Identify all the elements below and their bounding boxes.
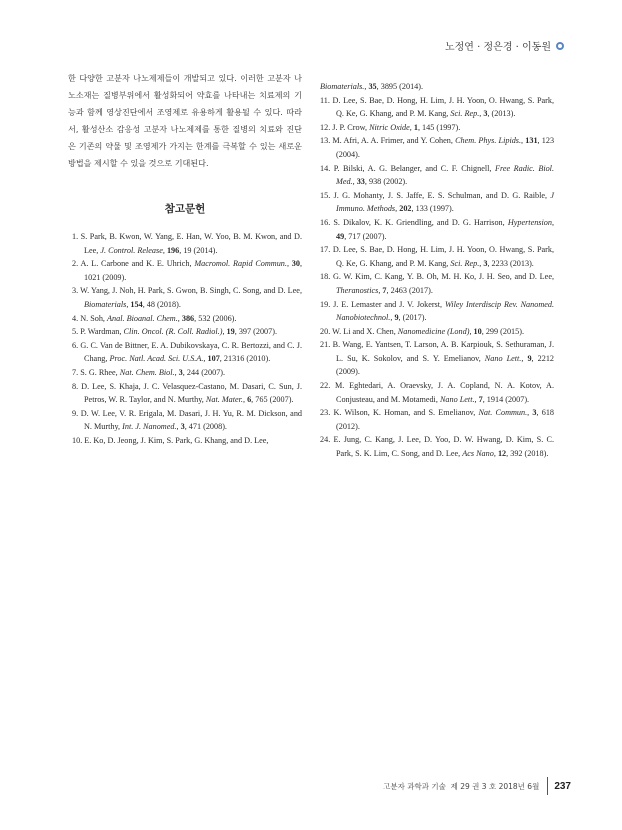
reference-journal: Theranostics [336, 285, 379, 295]
reference-item [318, 406, 554, 433]
reference-authors: J. E. Lemaster and J. V. Jokerst, [333, 299, 445, 309]
reference-volume: 10 [473, 326, 482, 336]
reference-journal: Proc. Natl. Acad. Sci. U.S.A. [109, 354, 204, 364]
reference-journal: Hypertension [507, 217, 552, 227]
reference-item [318, 338, 554, 379]
reference-item [318, 243, 554, 270]
reference-volume: 12 [497, 449, 507, 459]
reference-journal: Nitric Oxide [369, 122, 410, 132]
reference-journal: Nano Lett. [484, 353, 522, 363]
reference-separator: , [390, 313, 395, 323]
reference-volume: 202 [399, 204, 412, 214]
reference-item [318, 433, 554, 460]
reference-journal: Anal. Bioanal. Chem. [107, 313, 178, 323]
reference-separator: , [126, 299, 131, 309]
reference-pages-year: , 471 (2008). [184, 422, 227, 432]
reference-separator: , [527, 408, 533, 418]
reference-authors: S. Park, B. Kwon, W. Yang, E. Han, W. Yoo, B. M. Kwon, and D. Lee, [80, 232, 303, 255]
reference-journal: J. Control. Release [100, 245, 163, 255]
reference-item [318, 162, 554, 189]
reference-separator: , [474, 394, 479, 404]
reference-journal: J Immuno. Methods [336, 190, 555, 214]
reference-authors: M. Afri, A. A. Frimer, and Y. Cohen, [332, 136, 456, 146]
header-authors: 노정연 · 정은경 · 이동원 [444, 42, 551, 53]
reference-volume: 196 [166, 245, 180, 255]
reference-pages-year: , 1021 (2009). [84, 259, 303, 282]
reference-pages-year: , 1914 (2007). [482, 394, 530, 404]
reference-authors: S. G. Rhee, [80, 367, 120, 377]
reference-pages-year: , (2013). [487, 109, 516, 119]
reference-journal: Int. J. Nanomed. [122, 422, 177, 432]
reference-volume: 1 [413, 122, 418, 132]
reference-journal: Sci. Rep. [450, 109, 480, 119]
reference-number: 6. [72, 340, 79, 350]
reference-item [318, 121, 554, 135]
reference-number: 7. [72, 367, 79, 377]
reference-authors: J. G. Mohanty, J. S. Jaffe, E. S. Schulman, and D. G. Raible, [333, 190, 551, 200]
reference-volume: 107 [207, 354, 220, 364]
reference-item [68, 339, 302, 366]
reference-separator: , [203, 354, 208, 364]
reference-authors: D. W. Lee, V. R. Erigala, M. Dasari, J. H. Yu, R. M. Dickson, and N. Murthy, [80, 408, 303, 432]
reference-pages-year: , 48 (2018). [142, 299, 181, 309]
reference-journal: Clin. Oncol. (R. Coll. Radiol.) [123, 327, 223, 337]
reference-authors: J. P. Crow, [332, 122, 370, 132]
reference-authors: D. Lee, S. Khaja, J. C. Velasquez-Castano, M. Dasari, C. Sun, J. Petros, W. R. Taylor, and N. Murthy, [81, 381, 302, 405]
reference-separator: , [521, 136, 526, 146]
reference-pages-year: , 938 (2002). [364, 177, 408, 187]
reference-journal: Biomaterials [84, 299, 127, 309]
reference-volume: 9 [394, 313, 399, 323]
reference-number: 22. [320, 381, 331, 391]
reference-journal: Sci. Rep. [450, 258, 480, 268]
reference-pages-year: , (2017). [398, 313, 427, 323]
circle-bullet-icon [556, 42, 564, 50]
reference-pages-year: , 123 (2004). [336, 136, 555, 159]
reference-authors: E. Ko, D. Jeong, J. Kim, S. Park, G. Khang, and D. Lee, [84, 435, 269, 445]
reference-number: 17. [320, 245, 331, 255]
reference-item [318, 94, 554, 121]
reference-authors: W. Yang, J. Noh, H. Park, S. Gwon, B. Singh, C. Song, and D. Lee, [80, 286, 302, 296]
reference-authors: K. Wilson, K. Homan, and S. Emelianov, [333, 408, 479, 418]
reference-authors: D. Lee, S. Bae, D. Hong, H. Lim, J. H. Yoon, O. Hwang, S. Park, Q. Ke, G. Khang, and P. M. Kang, [332, 95, 555, 119]
reference-journal: Nat. Mater. [205, 395, 243, 405]
reference-item [68, 284, 302, 311]
reference-separator: , [469, 326, 474, 336]
page-number: 237 [554, 780, 571, 792]
reference-number: 9. [72, 408, 79, 418]
footer-divider [547, 777, 548, 795]
reference-authors: G. C. Van de Bittner, E. A. Dubikovskaya, C. R. Bertozzi, and C. J. Chang, [80, 340, 302, 364]
reference-volume: 3 [532, 408, 537, 418]
reference-item [68, 230, 302, 257]
reference-pages-year: , 19 (2014). [179, 245, 218, 255]
reference-authors: D. Lee, S. Bae, D. Hong, H. Lim, J. H. Yoon, O. Hwang, S. Park, Q. Ke, G. Khang, and P. M. Kang, [332, 245, 554, 268]
reference-pages-year: , 765 (2007). [251, 395, 294, 405]
reference-volume: 3 [483, 109, 488, 119]
reference-journal: Chem. Phys. Lipids. [455, 136, 522, 146]
reference-separator: , [364, 82, 369, 91]
reference-separator: , [162, 245, 167, 255]
reference-separator: , [352, 177, 357, 187]
reference-separator: , [551, 217, 554, 227]
reference-authors: P. Wardman, [80, 327, 124, 337]
reference-volume: 35 [368, 82, 377, 91]
reference-number: 18. [320, 272, 331, 282]
reference-separator: , [177, 313, 182, 323]
running-header [445, 38, 564, 53]
reference-number: 23. [320, 408, 331, 418]
reference-number: 19. [320, 299, 331, 309]
reference-item [318, 379, 554, 406]
reference-journal: Wiley Interdiscip Rev. Nanomed. Nanobiotechnol. [336, 299, 555, 323]
reference-pages-year: , 3895 (2014). [376, 82, 424, 91]
body-paragraph: 한 다양한 고분자 나노제제들이 개발되고 있다. 이러한 고분자 나노소재는 질병부위에서 활성화되어 약효를 나타내는 치료제의 기능과 함께 영상진단에서 조영제로 유용하게 활용될 수 있다. 따라서, 활성산소 감응성 고분자 나노제제를 통한 질병의 치료와 진단은 기존의 약물 및 조영제가 가지는 한계를 극복할 수 있는 새로운 방법을 제시할 수 있을 것으로 기대된다. [68, 73, 302, 168]
reference-pages-year: , 299 (2015). [481, 326, 525, 336]
reference-volume: 6 [247, 395, 252, 405]
references-list-right [318, 80, 554, 461]
reference-volume: 19 [226, 327, 235, 337]
reference-pages-year: , 21316 (2010). [219, 354, 271, 364]
reference-volume: 3 [483, 258, 488, 268]
reference-volume: 7 [382, 285, 387, 295]
reference-item [318, 298, 554, 325]
reference-number: 24. [320, 435, 331, 445]
reference-authors: M. Eghtedari, A. Oraevsky, J. A. Copland, N. A. Kotov, A. Conjusteau, and M. Motamedi, [335, 381, 555, 404]
reference-number: 3. [72, 286, 79, 296]
reference-separator: , [174, 367, 179, 377]
reference-item [68, 325, 302, 339]
reference-pages-year: , 133 (1997). [411, 204, 454, 214]
references-list-left [68, 230, 302, 448]
reference-authors: S. Dikalov, K. K. Griendling, and D. G. Harrison, [333, 217, 508, 227]
reference-separator: , [479, 258, 484, 268]
reference-volume: 3 [178, 367, 183, 377]
reference-item [68, 366, 302, 380]
reference-journal: Macromol. Rapid Commun. [194, 259, 287, 269]
reference-number: 21. [320, 340, 331, 350]
reference-item [68, 257, 302, 284]
reference-separator: , [176, 422, 181, 432]
reference-number: 5. [72, 327, 79, 337]
reference-number: 20. [320, 326, 331, 336]
page-footer [383, 777, 571, 795]
reference-item [318, 134, 554, 161]
reference-volume: 33 [356, 177, 365, 187]
reference-number: 11. [320, 95, 330, 105]
reference-separator: , [395, 204, 400, 214]
reference-separator: , [222, 327, 227, 337]
reference-volume: 386 [181, 313, 195, 323]
reference-volume: 7 [478, 394, 483, 404]
reference-number: 13. [320, 136, 331, 146]
reference-separator: , [521, 353, 528, 363]
reference-authors: W. Li and X. Chen, [332, 326, 398, 336]
reference-authors: B. Wang, E. Yantsen, T. Larson, A. B. Karpiouk, S. Sethuraman, J. L. Su, K. Sokolov, and S. Y. Emelianov, [332, 340, 554, 363]
reference-authors: E. Jung, C. Kang, J. Lee, D. Yoo, D. W. Hwang, D. Kim, S. C. Park, S. K. Lim, C. Song, and D. Lee, [333, 435, 554, 459]
reference-number: 2. [72, 259, 79, 269]
reference-authors: N. Soh, [80, 313, 108, 323]
references-heading: 참고문헌 [164, 203, 206, 215]
reference-item [68, 380, 302, 407]
reference-volume: 9 [527, 353, 532, 363]
reference-journal: Nat. Commun. [478, 408, 528, 418]
right-column [318, 80, 554, 461]
reference-number: 16. [320, 217, 331, 227]
reference-separator: , [493, 449, 498, 459]
reference-authors: A. L. Carbone and K. E. Uhrich, [80, 259, 195, 269]
reference-item [318, 189, 554, 216]
reference-journal: Biomaterials. [320, 82, 365, 91]
reference-number: 14. [320, 163, 331, 173]
reference-journal: Nano Lett. [439, 394, 475, 404]
reference-item [318, 80, 554, 94]
reference-pages-year: , 2212 (2009). [336, 353, 555, 377]
reference-item [68, 312, 302, 326]
left-column [68, 70, 302, 448]
footer-journal: 고분자 과학과 기술 [383, 781, 446, 791]
reference-separator: , [479, 109, 484, 119]
reference-number: 1. [72, 232, 79, 241]
reference-separator: , [242, 395, 248, 405]
reference-volume: 49 [336, 231, 345, 241]
reference-item [318, 216, 554, 243]
reference-authors: G. W. Kim, C. Kang, Y. B. Oh, M. H. Ko, J. H. Seo, and D. Lee, [332, 272, 555, 282]
reference-journal: Nanomedicine (Lond) [397, 326, 470, 336]
reference-volume: 3 [180, 422, 185, 432]
reference-pages-year: , 717 (2007). [344, 231, 387, 241]
reference-authors: P. Bilski, A. G. Belanger, and C. F. Chignell, [333, 163, 495, 173]
reference-item [318, 270, 554, 297]
reference-pages-year: , 397 (2007). [234, 327, 278, 337]
reference-volume: 30 [291, 259, 300, 269]
reference-pages-year: , 2463 (2017). [386, 285, 433, 295]
reference-item [68, 407, 302, 434]
reference-pages-year: , 244 (2007). [182, 367, 226, 377]
reference-pages-year: , 532 (2006). [194, 313, 237, 323]
reference-item [318, 325, 554, 339]
reference-volume: 131 [525, 136, 538, 146]
reference-separator: , [286, 259, 292, 269]
reference-number: 15. [320, 190, 331, 200]
reference-journal: Nat. Chem. Biol. [119, 367, 175, 377]
reference-pages-year: , 392 (2018). [506, 449, 549, 459]
reference-item [68, 434, 302, 448]
reference-volume: 154 [130, 299, 143, 309]
reference-separator: , [409, 122, 414, 132]
reference-journal: Acs Nano [462, 449, 494, 459]
reference-number: 4. [72, 313, 79, 323]
reference-number: 8. [72, 381, 79, 391]
reference-pages-year: , 145 (1997). [417, 122, 461, 132]
reference-number: 10. [72, 435, 83, 445]
reference-separator: , [378, 285, 383, 295]
reference-journal: Free Radic. Biol. Med. [336, 163, 555, 187]
footer-issue: 제 29 권 3 호 2018년 6월 [450, 781, 540, 791]
reference-pages-year: , 618 (2012). [336, 408, 555, 431]
reference-number: 12. [320, 122, 331, 132]
reference-pages-year: , 2233 (2013). [487, 258, 534, 268]
